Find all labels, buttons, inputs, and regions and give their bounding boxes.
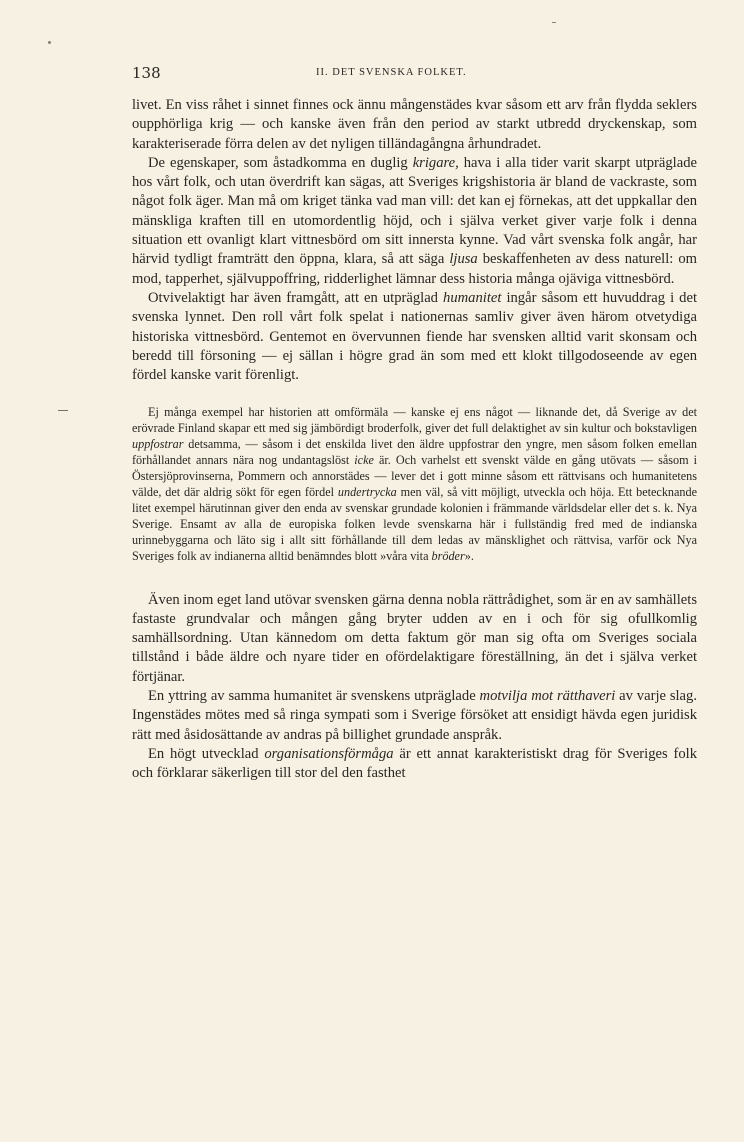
- body-continued: [132, 591, 697, 784]
- paragraph: En högt utvecklad organisationsförmåga är ett annat karakteristiskt drag för Sveriges folk och förklarar säkerligen till stor del den fasthet: [132, 745, 697, 782]
- emphasis: humanitet: [443, 289, 502, 306]
- emphasis: undertrycka: [337, 484, 397, 499]
- emphasis: icke: [354, 453, 374, 468]
- paragraph: Även inom eget land utövar svensken gärna denna nobla rättrådighet, som är en av samhällets fastaste grundvalar och mången gång bryter udden av en i och för sig ofullkomlig samhällsordning. Utan kännedom om detta faktum gör man sig ofta om Sveriges sociala tillstånd i både äldre och nyare tider en ofördelaktigare föreställning, än det i själva verket förtjänar.: [132, 591, 697, 685]
- emphasis: organisationsförmåga: [264, 745, 394, 762]
- paragraph: livet. En viss råhet i sinnet finnes ock ännu mångenstädes kvar såsom ett arv från flydda seklers oupphörliga krig — och kanske även från den period av starkt utbredd dryckenskap, som karakteriserade förra delen av det nyligen tilländagångna århundradet.: [132, 97, 697, 152]
- emphasis: ljusa: [449, 251, 478, 268]
- page-body: [132, 96, 697, 783]
- running-head: II. DET SVENSKA FOLKET.: [316, 67, 467, 78]
- page-number: 138: [132, 64, 161, 82]
- margin-mark: [58, 410, 68, 411]
- note-paragraph: Ej många exempel har historien att omförmäla — kanske ej ens något — liknande det, då Sverige av det erövrade Finland skapar ett med sig jämbördigt broderfolk, giver det full delaktighet av sin kultur och bokstavligen uppfostrar detsamma, — såsom i det enskilda livet den äldre uppfostrar den yngre, men såsom folken emellan förhållandet annars nära nog undantagslöst icke är. Och varhelst ett svenskt välde en gång utövats — såsom i Östersjöprovinserna, Pommern och annorstädes — lever det i gott minne såsom ett rättvisans och humanitetens välde, det där aldrig sökt för egen fördel undertrycka men väl, så vitt möjligt, utveckla och höja. Ett betecknande litet exempel härutinnan giver den enda av svenskar grundade kolonien i främmande världsdelar eller det s. k. Nya Sverige. Ensamt av alla de europiska folken levde svenskarna här i fullständig fred med de indianska urinnebyggarna och läto sig i allt sitt förhållande till dem ledas av mänsklighet och rättvisa, varför ock Nya Sveriges folk av indianerna alltid benämndes blott »våra vita bröder».: [132, 405, 698, 563]
- small-print-note: [132, 405, 697, 564]
- emphasis: krigare,: [412, 154, 459, 171]
- page-header: [132, 64, 697, 84]
- paragraph: De egenskaper, som åstadkomma en duglig krigare, hava i alla tider varit skarpt utpräglade hos vårt folk, och utan överdrift kan sägas, att Sveriges krigshistoria är bland de vackraste, som något folk äger. Man må om kriget tänka vad man vill: det kan ej förnekas, att det uppkallar den mänskliga kraften till en utomordentlig höjd, och i själva verket giver varje folk i denna situation ett ovanligt klart vittnesbörd om sitt innersta kynne. Vad vårt svenska folk angår, har härvid tydligt framträtt den öppna, klara, så att säga ljusa beskaffenheten av dess naturell: om mod, tapperhet, självuppoffring, ridderlighet lämnar dess historia många ojäviga vittnesbörd.: [132, 154, 697, 287]
- paragraph: En yttring av samma humanitet är svenskens utpräglade motvilja mot rätthaveri av varje slag. Ingenstädes mötes med så ringa sympati som i Sverige försöket att ensidigt hävda egen juridisk rätt med åsidosättande av andras på billighet grundade anspråk.: [132, 688, 697, 743]
- ink-speck: [48, 41, 51, 44]
- emphasis: motvilja mot rätthaveri: [479, 688, 616, 704]
- emphasis: bröder: [431, 548, 465, 563]
- ink-speck: [552, 22, 556, 23]
- emphasis: uppfostrar: [132, 437, 184, 452]
- paragraph: Otvivelaktigt har även framgått, att en utpräglad humanitet ingår såsom ett huvuddrag i det svenska lynnet. Den roll vårt folk spelat i nationernas samliv giver även härom otvetydiga historiska vittnesbörd. Gentemot en övervunnen fiende har svensken alltid varit skonsam och beredd till försoning — ej sällan i högre grad än som med ett klokt tillgodoseende av egen fördel kanske varit förenligt.: [132, 289, 697, 384]
